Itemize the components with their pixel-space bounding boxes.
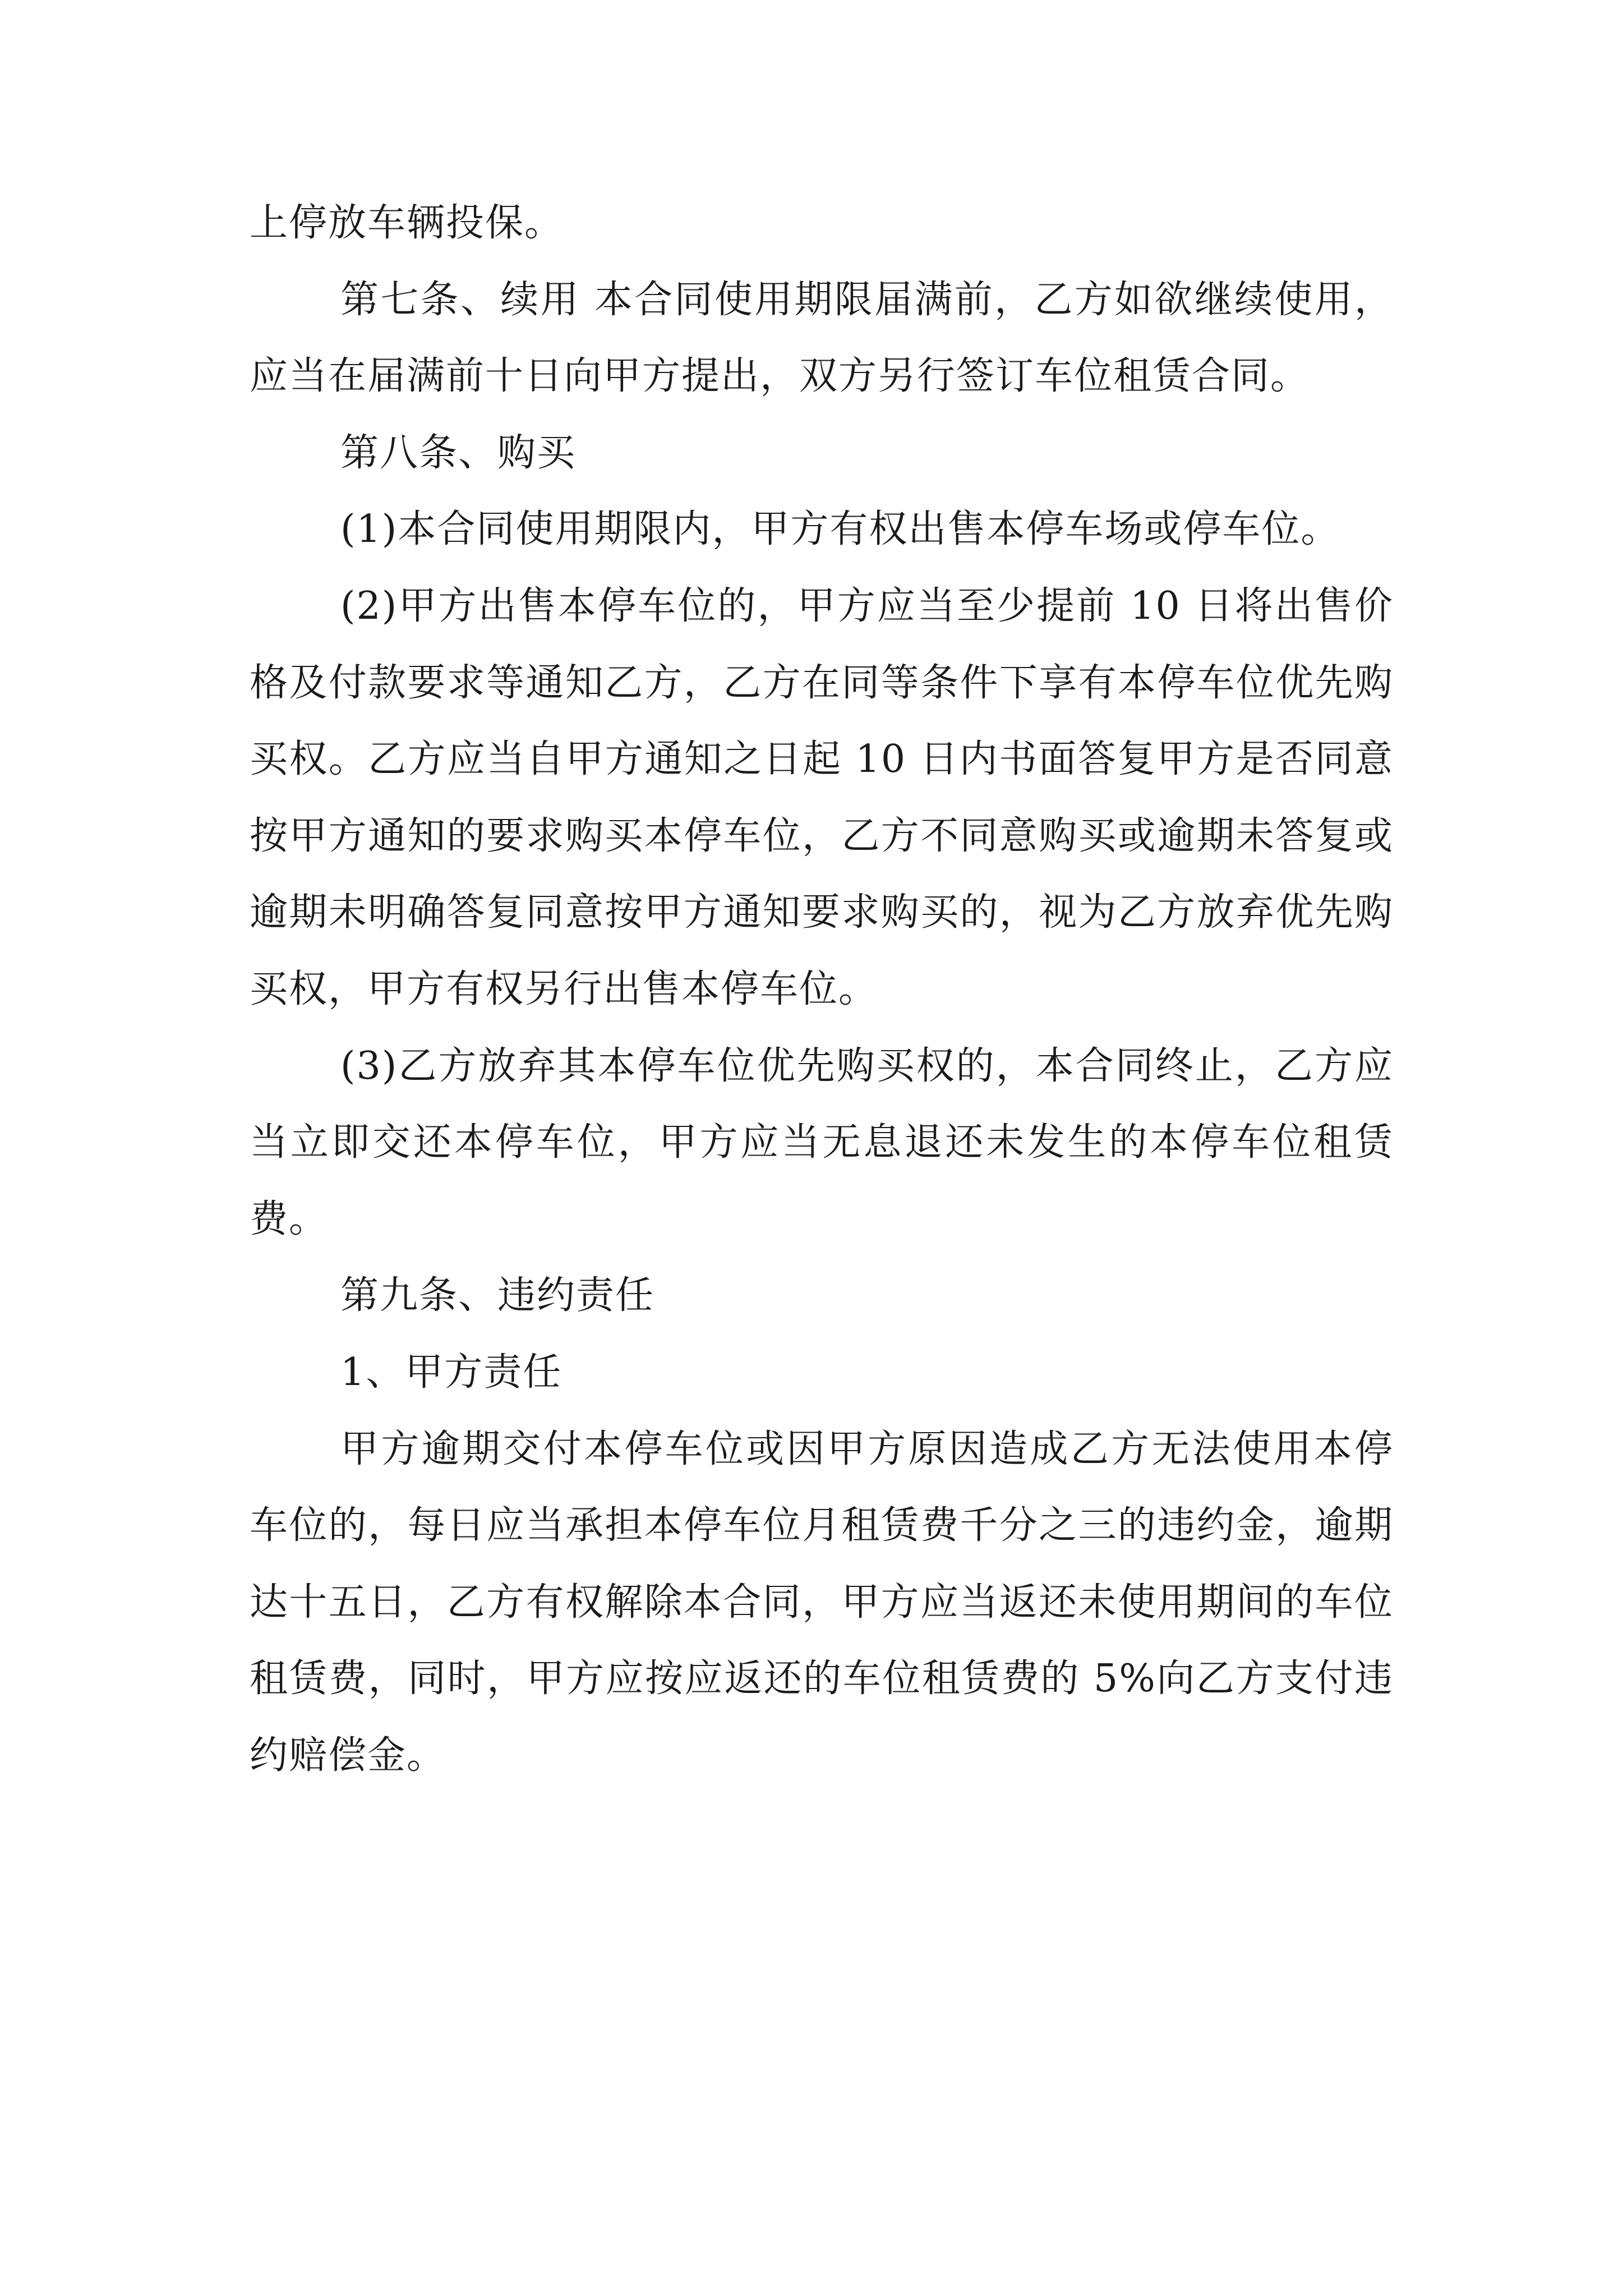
paragraph-article-7-renewal: 第七条、续用 本合同使用期限届满前，乙方如欲继续使用，应当在届满前十日向甲方提出，双方另行签订车位租赁合同。 bbox=[250, 277, 1394, 399]
heading-article-9-liability: 第九条、违约责任 bbox=[340, 1273, 655, 1318]
paragraph-article-8-item-1: (1)本合同使用期限内，甲方有权出售本停车场或停车位。 bbox=[340, 507, 1340, 552]
paragraph-article-8-item-3: (3)乙方放弃其本停车位优先购买权的，本合同终止，乙方应当立即交还本停车位，甲方应当无息退还未发生的本停车位租赁费。 bbox=[250, 1043, 1394, 1241]
paragraph-insurance-end: 上停放车辆投保。 bbox=[250, 201, 564, 245]
paragraph-article-8-item-2: (2)甲方出售本停车位的，甲方应当至少提前 10 日将出售价格及付款要求等通知乙方，乙方在同等条件下享有本停车位优先购买权。乙方应当自甲方通知之日起 10 日内书面答复甲方是否同意按甲方通知的要求购买本停车位，乙方不同意购买或逾期未答复或逾期未明确答复同意按甲方通知要求购买的，视为乙方放弃优先购买权，甲方有权另行出售本停车位。 bbox=[250, 583, 1394, 1011]
heading-article-8-purchase: 第八条、购买 bbox=[340, 430, 577, 475]
paragraph-party-a-liability: 甲方逾期交付本停车位或因甲方原因造成乙方无法使用本停车位的，每日应当承担本停车位月租赁费千分之三的违约金，逾期达十五日，乙方有权解除本合同，甲方应当返还未使用期间的车位租赁费，同时，甲方应按应返还的车位租赁费的 5%向乙方支付违约赔偿金。 bbox=[250, 1427, 1394, 1778]
heading-party-a-liability: 1、甲方责任 bbox=[340, 1350, 562, 1395]
document-body bbox=[250, 185, 1394, 1794]
